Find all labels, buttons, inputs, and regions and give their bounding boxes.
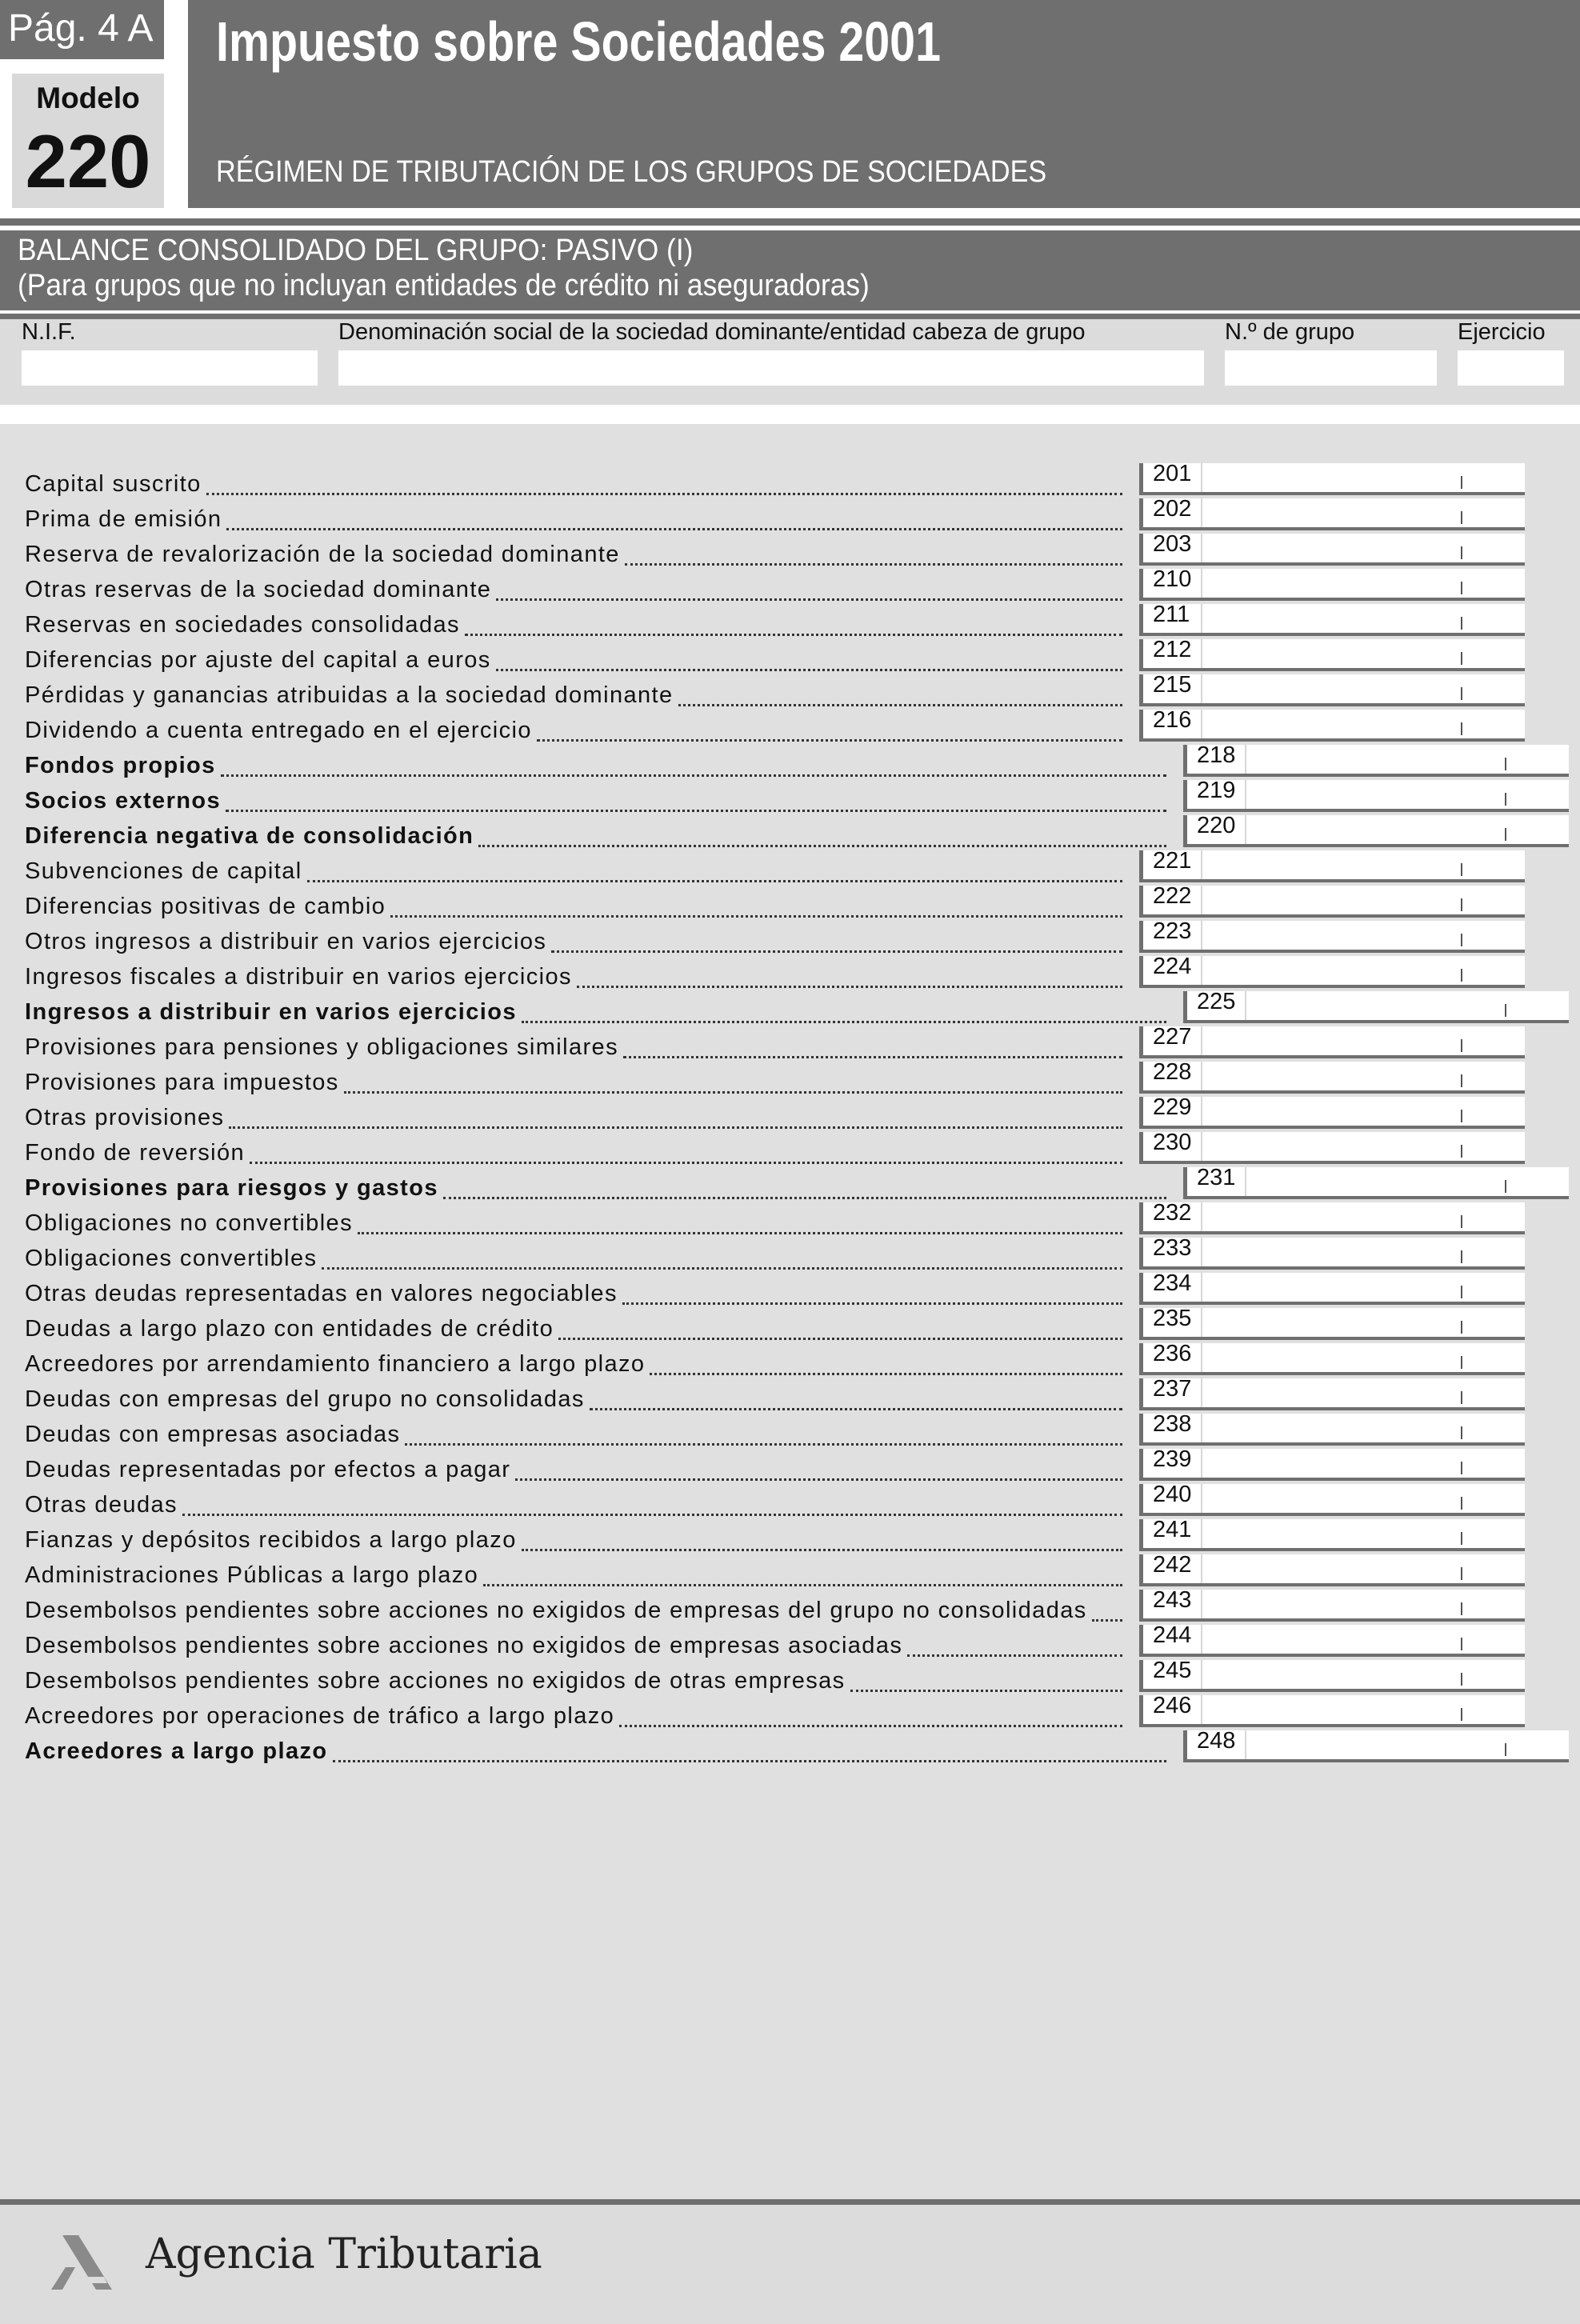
box-code: 239	[1153, 1446, 1192, 1472]
amount-value[interactable]	[1245, 815, 1566, 844]
row-label-220: Diferencia negativa de consolidación	[25, 823, 474, 849]
box-code: 224	[1153, 954, 1192, 979]
box-code: 244	[1153, 1622, 1192, 1648]
amount-field-215[interactable]	[1139, 674, 1525, 706]
decimal-separator-mark	[1461, 863, 1462, 876]
leader-dots	[344, 1091, 1122, 1094]
box-code: 245	[1153, 1658, 1192, 1683]
denominacion-field[interactable]	[338, 350, 1204, 386]
leader-dots	[515, 1478, 1122, 1481]
leader-dots	[650, 1373, 1122, 1375]
amount-field-231[interactable]	[1183, 1167, 1569, 1199]
leader-dots	[226, 528, 1122, 530]
amount-field-224[interactable]	[1139, 956, 1525, 988]
decimal-separator-mark	[1505, 793, 1506, 806]
row-label-237: Deudas con empresas del grupo no consolidadas	[25, 1386, 585, 1412]
leader-dots	[1092, 1619, 1122, 1622]
decimal-separator-mark	[1461, 546, 1462, 559]
leader-dots	[322, 1267, 1122, 1270]
leader-dots	[478, 845, 1166, 847]
leader-dots	[623, 1056, 1122, 1058]
identification-band	[0, 319, 1580, 405]
box-code: 210	[1153, 566, 1192, 592]
amount-field-239[interactable]	[1139, 1446, 1525, 1481]
decimal-separator-mark	[1461, 1708, 1462, 1721]
amount-value[interactable]	[1201, 1590, 1522, 1618]
row-label-202: Prima de emisión	[25, 506, 222, 532]
section-heading	[0, 230, 1580, 310]
row-label-221: Subvenciones de capital	[25, 858, 302, 884]
decimal-separator-mark	[1461, 687, 1462, 700]
page-number-label: Pág. 4 A	[8, 7, 154, 50]
row-label-242: Administraciones Públicas a largo plazo	[25, 1562, 479, 1588]
amount-field-219[interactable]	[1183, 780, 1569, 812]
decimal-separator-mark	[1461, 1215, 1462, 1228]
amount-value[interactable]	[1245, 780, 1566, 809]
box-code: 234	[1153, 1270, 1192, 1296]
amount-value[interactable]	[1201, 1625, 1522, 1654]
amount-value[interactable]	[1201, 710, 1522, 738]
modelo-number: 220	[25, 119, 151, 203]
amount-field-240[interactable]	[1139, 1484, 1525, 1516]
amount-field-225[interactable]	[1183, 991, 1569, 1023]
decimal-separator-mark	[1461, 1039, 1462, 1052]
decimal-separator-mark	[1505, 1180, 1506, 1193]
amount-value[interactable]	[1201, 886, 1522, 914]
amount-value[interactable]	[1201, 1554, 1522, 1583]
box-code: 212	[1153, 637, 1192, 662]
box-code: 243	[1153, 1587, 1192, 1613]
leader-dots	[907, 1654, 1122, 1657]
row-label-245: Desembolsos pendientes sobre acciones no exigidos de otras empresas	[25, 1668, 846, 1694]
leader-dots	[229, 1126, 1122, 1129]
row-label-230: Fondo de reversión	[25, 1140, 246, 1166]
amount-field-244[interactable]	[1139, 1622, 1525, 1657]
box-code: 220	[1197, 813, 1236, 838]
amount-field-230[interactable]	[1139, 1132, 1525, 1164]
leader-dots	[625, 563, 1122, 566]
decimal-separator-mark	[1461, 1321, 1462, 1334]
box-code: 221	[1153, 848, 1192, 874]
leader-dots	[619, 1725, 1122, 1727]
box-code: 201	[1153, 461, 1192, 486]
decimal-separator-mark	[1461, 1602, 1462, 1615]
leader-dots	[537, 739, 1122, 742]
decimal-separator-mark	[1461, 652, 1462, 665]
box-code: 202	[1153, 496, 1192, 522]
row-label-234: Otras deudas representadas en valores negociables	[25, 1281, 618, 1306]
decimal-separator-mark	[1461, 476, 1462, 489]
agency-name: Agencia Tributaria	[146, 2230, 542, 2278]
box-code: 241	[1153, 1517, 1192, 1542]
amount-value[interactable]	[1201, 1695, 1522, 1724]
decimal-separator-mark	[1505, 1004, 1506, 1017]
row-label-203: Reserva de revalorización de la sociedad dominante	[25, 542, 620, 567]
decimal-separator-mark	[1461, 1356, 1462, 1369]
modelo-box	[12, 74, 164, 208]
decimal-separator-mark	[1461, 1286, 1462, 1298]
amount-field-229[interactable]	[1139, 1094, 1525, 1129]
leader-dots	[206, 493, 1122, 495]
row-label-244: Desembolsos pendientes sobre acciones no exigidos de empresas asociadas	[25, 1633, 903, 1658]
box-code: 236	[1153, 1341, 1192, 1366]
row-label-241: Fianzas y depósitos recibidos a largo plazo	[25, 1527, 517, 1553]
leader-dots	[558, 1338, 1122, 1340]
amount-value[interactable]	[1201, 498, 1522, 527]
amount-field-228[interactable]	[1139, 1059, 1525, 1094]
box-code: 246	[1153, 1693, 1192, 1718]
amount-value[interactable]	[1201, 1273, 1522, 1302]
footer	[0, 2205, 1580, 2324]
form-subtitle: RÉGIMEN DE TRIBUTACIÓN DE LOS GRUPOS DE SOCIEDADES	[216, 155, 1047, 189]
box-code: 228	[1153, 1059, 1192, 1085]
amount-field-221[interactable]	[1139, 850, 1525, 882]
amount-value[interactable]	[1201, 674, 1522, 703]
decimal-separator-mark	[1505, 828, 1506, 841]
amount-value[interactable]	[1201, 639, 1522, 668]
amount-field-232[interactable]	[1139, 1202, 1525, 1234]
row-label-246: Acreedores por operaciones de tráfico a largo plazo	[25, 1703, 615, 1729]
decimal-separator-mark	[1461, 1074, 1462, 1087]
amount-field-243[interactable]	[1139, 1587, 1525, 1622]
row-label-201: Capital suscrito	[25, 471, 202, 497]
decimal-separator-mark	[1461, 1673, 1462, 1686]
row-label-239: Deudas representadas por efectos a pagar	[25, 1457, 511, 1482]
header-band	[188, 0, 1580, 208]
row-label-240: Otras deudas	[25, 1492, 178, 1518]
leader-dots	[443, 1197, 1166, 1199]
box-code: 231	[1197, 1165, 1236, 1190]
amount-value[interactable]	[1245, 745, 1566, 774]
decimal-separator-mark	[1461, 1497, 1462, 1510]
amount-value[interactable]	[1201, 1097, 1522, 1126]
amount-value[interactable]	[1201, 850, 1522, 879]
box-code: 219	[1197, 778, 1236, 803]
nif-label: N.I.F.	[22, 319, 76, 345]
header-divider	[0, 218, 1580, 226]
amount-field-223[interactable]	[1139, 918, 1525, 953]
page-tab	[0, 0, 164, 59]
row-label-225: Ingresos a distribuir en varios ejercicios	[25, 999, 517, 1025]
section-note: (Para grupos que no incluyan entidades de crédito ni aseguradoras)	[18, 269, 870, 302]
amount-field-220[interactable]	[1183, 815, 1569, 847]
amount-field-222[interactable]	[1139, 883, 1525, 918]
amount-field-242[interactable]	[1139, 1554, 1525, 1586]
decimal-separator-mark	[1461, 934, 1462, 946]
box-code: 242	[1153, 1552, 1192, 1578]
leader-dots	[250, 1162, 1122, 1164]
row-label-238: Deudas con empresas asociadas	[25, 1422, 401, 1447]
decimal-separator-mark	[1461, 1391, 1462, 1404]
decimal-separator-mark	[1461, 1426, 1462, 1439]
row-label-235: Deudas a largo plazo con entidades de crédito	[25, 1316, 554, 1342]
decimal-separator-mark	[1461, 1567, 1462, 1580]
decimal-separator-mark	[1461, 617, 1462, 630]
leader-dots	[358, 1232, 1122, 1234]
leader-dots	[577, 986, 1122, 988]
decimal-separator-mark	[1461, 1250, 1462, 1263]
row-label-219: Socios externos	[25, 788, 222, 814]
amount-value[interactable]	[1201, 1132, 1522, 1161]
row-label-229: Otras provisiones	[25, 1105, 225, 1130]
amount-value[interactable]	[1201, 1449, 1522, 1478]
amount-field-227[interactable]	[1139, 1026, 1525, 1058]
denominacion-label: Denominación social de la sociedad dominante/entidad cabeza de grupo	[338, 319, 1086, 345]
leader-dots	[483, 1584, 1122, 1586]
box-code: 240	[1153, 1482, 1192, 1507]
box-code: 211	[1153, 602, 1190, 627]
amount-value[interactable]	[1245, 991, 1566, 1020]
amount-field-235[interactable]	[1139, 1308, 1525, 1340]
box-code: 235	[1153, 1306, 1192, 1331]
leader-dots	[465, 634, 1122, 636]
footer-divider	[0, 2199, 1580, 2205]
leader-dots	[678, 704, 1122, 706]
row-label-243: Desembolsos pendientes sobre acciones no exigidos de empresas del grupo no consolidadas	[25, 1598, 1087, 1623]
modelo-label: Modelo	[36, 82, 140, 114]
box-code: 238	[1153, 1411, 1192, 1437]
amount-field-202[interactable]	[1139, 498, 1525, 530]
amount-field-238[interactable]	[1139, 1411, 1525, 1446]
amount-field-234[interactable]	[1139, 1270, 1525, 1305]
row-label-210: Otras reservas de la sociedad dominante	[25, 577, 492, 602]
box-code: 222	[1153, 883, 1192, 909]
box-code: 203	[1153, 531, 1192, 557]
balance-panel	[0, 424, 1580, 2200]
amount-field-236[interactable]	[1139, 1343, 1525, 1375]
row-label-233: Obligaciones convertibles	[25, 1246, 318, 1271]
row-label-216: Dividendo a cuenta entregado en el ejercicio	[25, 718, 532, 743]
nif-field[interactable]	[22, 350, 318, 386]
amount-value[interactable]	[1201, 463, 1522, 492]
agency-logo-icon	[48, 2230, 120, 2294]
ejercicio-field[interactable]	[1458, 350, 1564, 386]
amount-value[interactable]	[1201, 956, 1522, 985]
grupo-label: N.º de grupo	[1225, 319, 1355, 345]
decimal-separator-mark	[1461, 1532, 1462, 1545]
box-code: 225	[1197, 989, 1236, 1014]
amount-field-212[interactable]	[1139, 639, 1525, 671]
decimal-separator-mark	[1461, 1110, 1462, 1122]
amount-field-233[interactable]	[1139, 1235, 1525, 1270]
amount-value[interactable]	[1201, 1484, 1522, 1513]
row-label-212: Diferencias por ajuste del capital a euros	[25, 647, 491, 673]
leader-dots	[496, 598, 1122, 601]
leader-dots	[522, 1549, 1122, 1551]
amount-field-237[interactable]	[1139, 1378, 1525, 1410]
row-label-227: Provisiones para pensiones y obligaciones similares	[25, 1034, 618, 1060]
decimal-separator-mark	[1505, 758, 1506, 770]
row-label-222: Diferencias positivas de cambio	[25, 894, 386, 919]
amount-value[interactable]	[1201, 569, 1522, 598]
row-label-228: Provisiones para impuestos	[25, 1070, 339, 1095]
section-divider	[0, 314, 1580, 319]
leader-dots	[226, 810, 1166, 812]
row-label-215: Pérdidas y ganancias atribuidas a la sociedad dominante	[25, 682, 674, 708]
amount-value[interactable]	[1201, 1343, 1522, 1372]
amount-value[interactable]	[1245, 1730, 1566, 1759]
ejercicio-label: Ejercicio	[1458, 319, 1546, 345]
amount-value[interactable]	[1201, 1026, 1522, 1055]
box-code: 218	[1197, 742, 1236, 768]
amount-value[interactable]	[1201, 1660, 1522, 1689]
amount-field-246[interactable]	[1139, 1695, 1525, 1727]
leader-dots	[590, 1408, 1122, 1410]
leader-dots	[221, 774, 1166, 777]
box-code: 215	[1153, 672, 1192, 698]
amount-value[interactable]	[1201, 1308, 1522, 1337]
decimal-separator-mark	[1461, 1462, 1462, 1474]
amount-value[interactable]	[1201, 1519, 1522, 1548]
leader-dots	[850, 1690, 1122, 1692]
box-code: 227	[1153, 1024, 1192, 1050]
amount-field-203[interactable]	[1139, 531, 1525, 566]
decimal-separator-mark	[1461, 969, 1462, 982]
leader-dots	[405, 1443, 1122, 1446]
amount-value[interactable]	[1201, 1062, 1522, 1090]
box-code: 237	[1153, 1376, 1192, 1402]
amount-value[interactable]	[1201, 604, 1522, 633]
amount-field-248[interactable]	[1183, 1730, 1569, 1762]
grupo-field[interactable]	[1225, 350, 1437, 386]
leader-dots	[551, 950, 1122, 953]
leader-dots	[333, 1760, 1166, 1762]
amount-field-211[interactable]	[1139, 604, 1525, 636]
amount-value[interactable]	[1201, 1378, 1522, 1407]
amount-value[interactable]	[1245, 1167, 1566, 1196]
amount-value[interactable]	[1201, 921, 1522, 950]
leader-dots	[522, 1021, 1166, 1023]
amount-field-201[interactable]	[1139, 463, 1525, 495]
amount-value[interactable]	[1201, 1238, 1522, 1266]
row-label-223: Otros ingresos a distribuir en varios ejercicios	[25, 929, 547, 954]
row-label-224: Ingresos fiscales a distribuir en varios ejercicios	[25, 964, 572, 990]
box-code: 223	[1153, 918, 1192, 944]
box-code: 230	[1153, 1130, 1192, 1155]
amount-field-241[interactable]	[1139, 1519, 1525, 1551]
row-label-236: Acreedores por arrendamiento financiero a largo plazo	[25, 1351, 646, 1377]
decimal-separator-mark	[1461, 511, 1462, 524]
leader-dots	[622, 1302, 1122, 1305]
leader-dots	[496, 669, 1122, 671]
form-title: Impuesto sobre Sociedades 2001	[216, 10, 942, 73]
amount-value[interactable]	[1201, 1202, 1522, 1231]
section-title: BALANCE CONSOLIDADO DEL GRUPO: PASIVO (I)	[18, 234, 694, 267]
row-label-232: Obligaciones no convertibles	[25, 1210, 353, 1236]
amount-value[interactable]	[1201, 534, 1522, 562]
box-code: 232	[1153, 1200, 1192, 1226]
leader-dots	[182, 1514, 1122, 1516]
decimal-separator-mark	[1505, 1743, 1506, 1756]
decimal-separator-mark	[1461, 1145, 1462, 1158]
decimal-separator-mark	[1461, 582, 1462, 594]
row-label-231: Provisiones para riesgos y gastos	[25, 1175, 438, 1201]
leader-dots	[307, 880, 1122, 882]
decimal-separator-mark	[1461, 898, 1462, 911]
box-code: 233	[1153, 1235, 1192, 1261]
amount-field-216[interactable]	[1139, 707, 1525, 742]
row-label-218: Fondos propios	[25, 753, 216, 778]
amount-value[interactable]	[1201, 1414, 1522, 1442]
amount-field-210[interactable]	[1139, 566, 1525, 601]
box-code: 229	[1153, 1094, 1192, 1120]
box-code: 216	[1153, 707, 1192, 733]
amount-field-218[interactable]	[1183, 742, 1569, 777]
decimal-separator-mark	[1461, 722, 1462, 735]
row-label-248: Acreedores a largo plazo	[25, 1738, 328, 1764]
box-code: 248	[1197, 1728, 1236, 1754]
decimal-separator-mark	[1461, 1638, 1462, 1650]
leader-dots	[390, 915, 1122, 918]
amount-field-245[interactable]	[1139, 1660, 1525, 1692]
row-label-211: Reservas en sociedades consolidadas	[25, 612, 460, 638]
